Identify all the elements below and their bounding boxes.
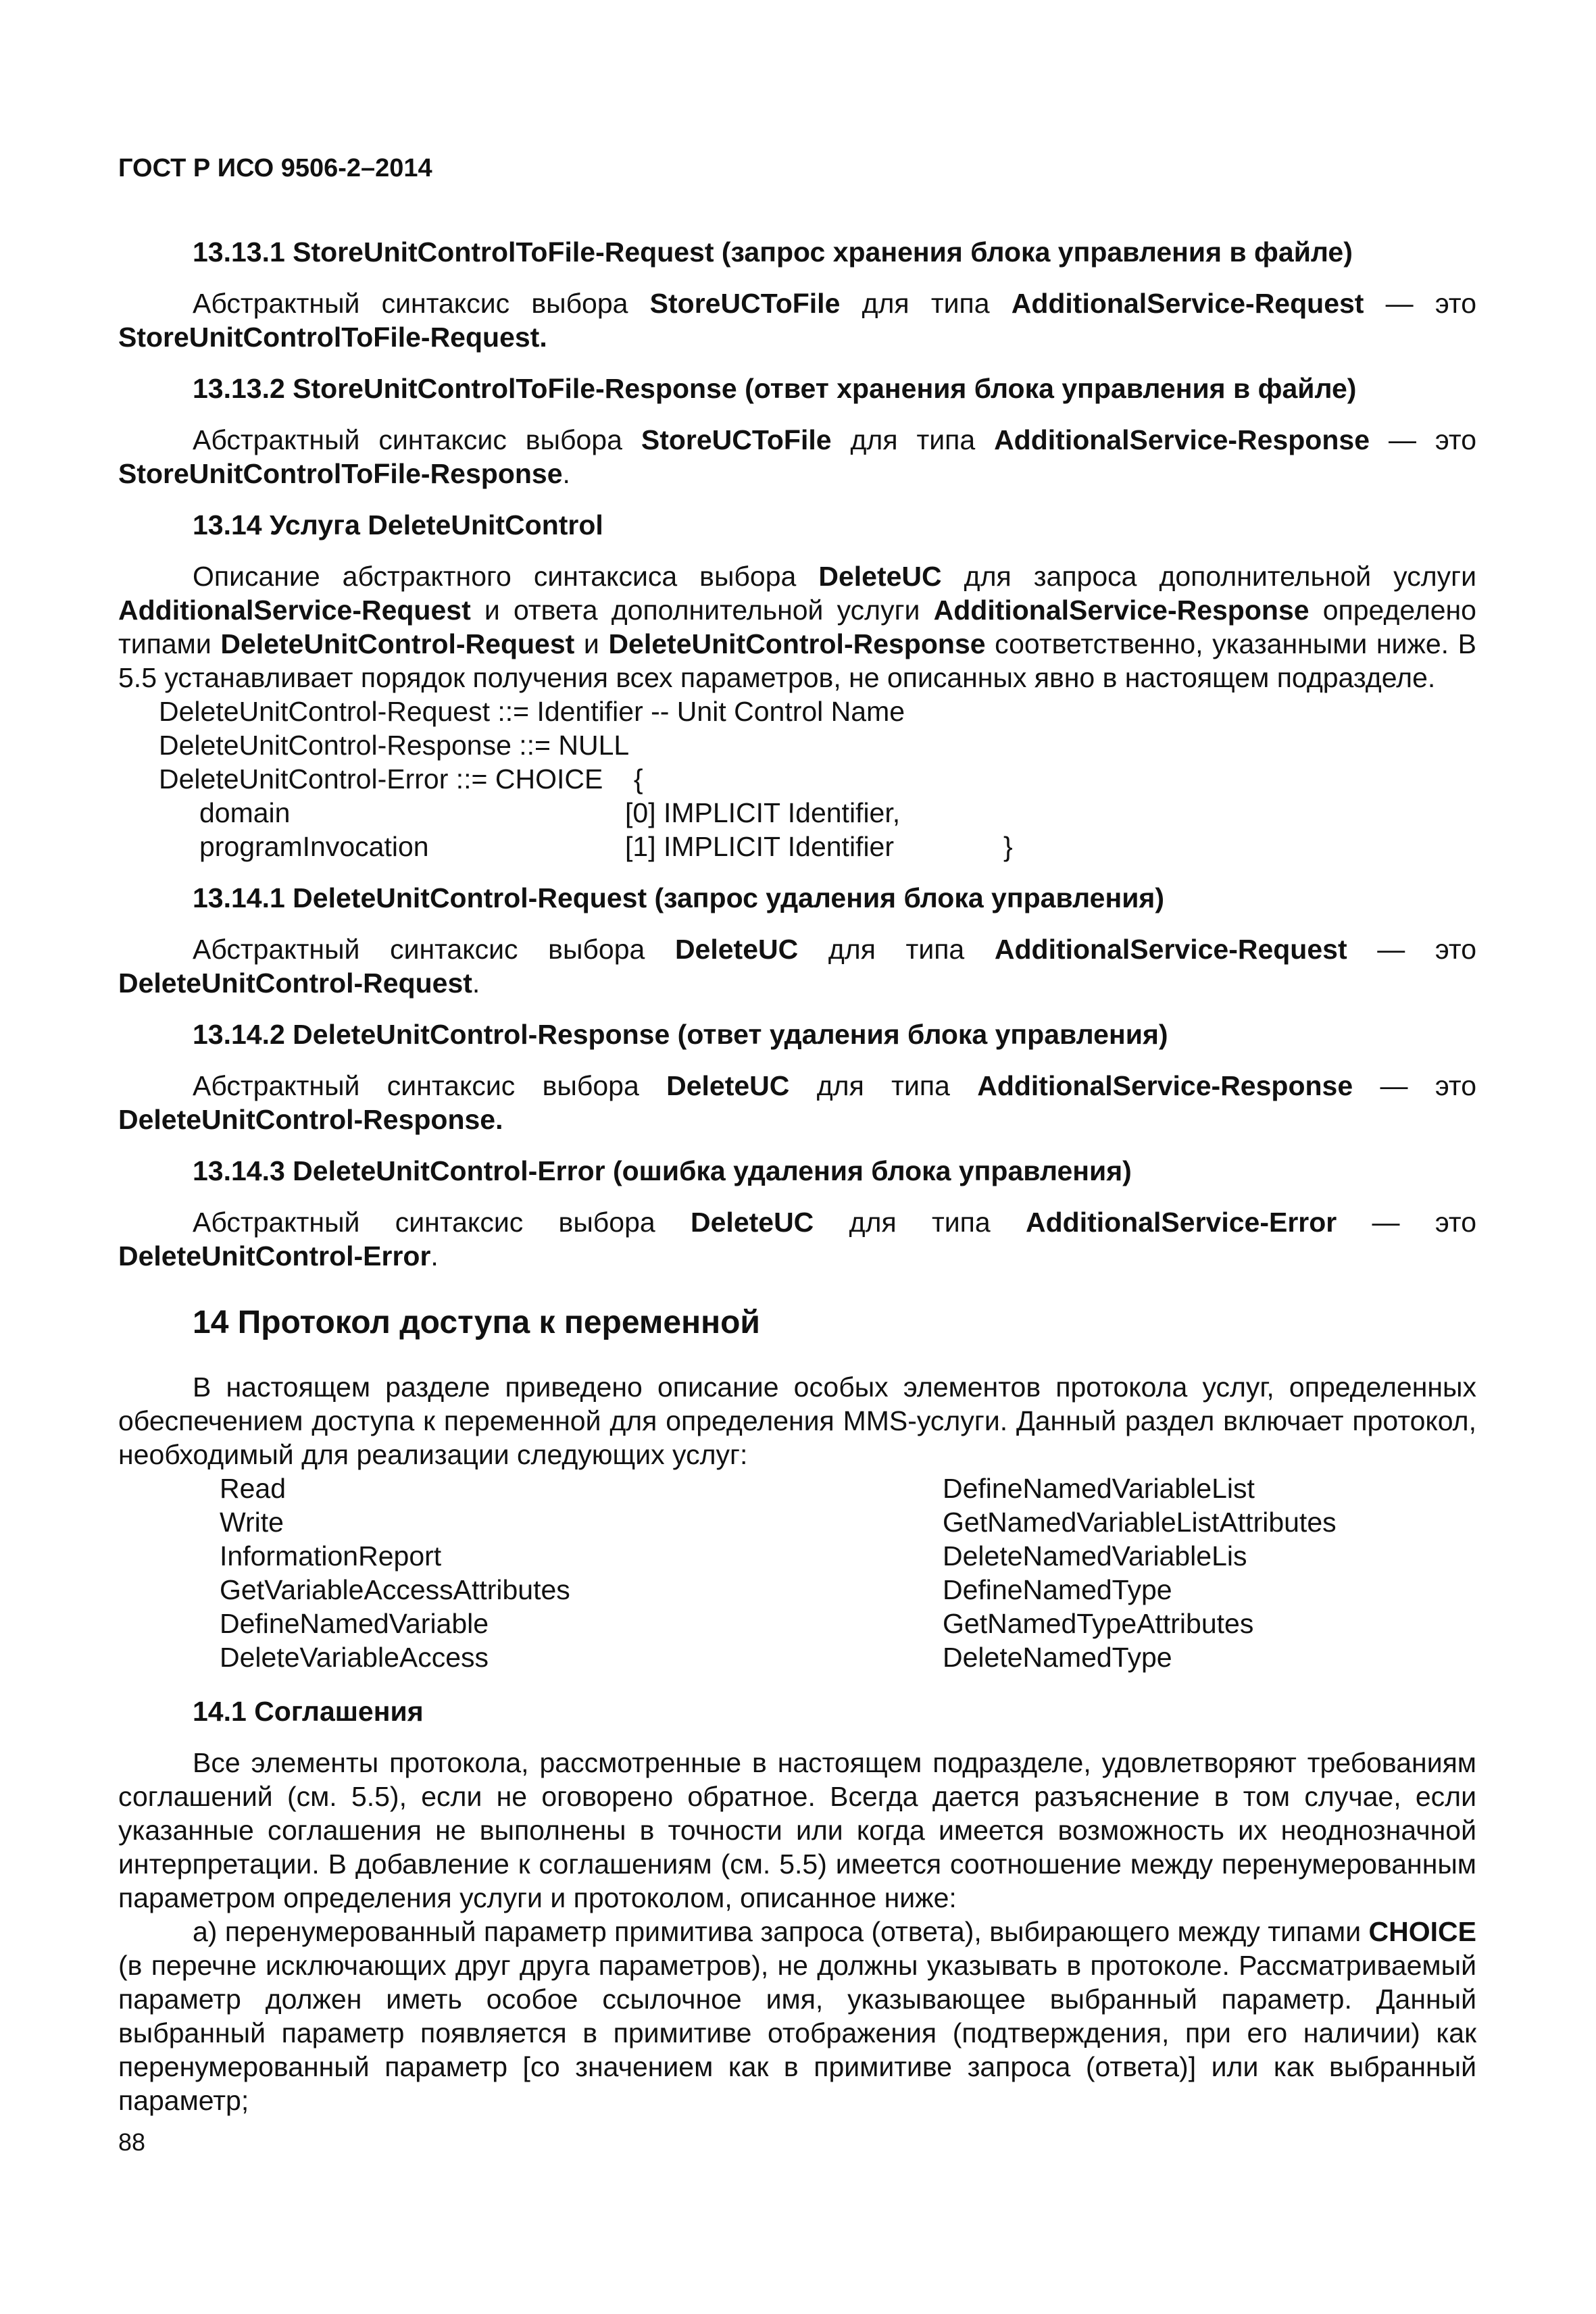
term: StoreUCToFile — [641, 424, 832, 455]
service-item: GetNamedVariableListAttributes — [943, 1507, 1337, 1538]
service-item: DeleteVariableAccess — [220, 1642, 489, 1673]
term: AdditionalService-Request — [1011, 288, 1364, 319]
term: DeleteUC — [818, 561, 942, 592]
text: для типа — [831, 424, 995, 455]
section-text-13-14-2 — [118, 1069, 1476, 1136]
text: Абстрактный синтаксис выбора — [193, 1207, 691, 1238]
asn-item-type: [1] IMPLICIT Identifier — [625, 831, 895, 862]
text: Абстрактный синтаксис выбора — [193, 1070, 667, 1101]
text: Абстрактный синтаксис выбора — [193, 934, 675, 965]
text: — это — [1364, 288, 1476, 319]
service-item: DeleteNamedType — [943, 1642, 1172, 1673]
text: Абстрактный синтаксис выбора — [193, 424, 641, 455]
text: Абстрактный синтаксис выбора — [193, 288, 650, 319]
section-text-13-14 — [118, 559, 1476, 695]
services-list — [118, 1472, 1476, 1674]
text: — это — [1353, 1070, 1477, 1101]
section-heading-13-14: 13.14 Услуга DeleteUnitControl — [193, 509, 603, 540]
section-heading-13-13-2: 13.13.2 StoreUnitControlToFile-Response (ответ хранения блока управления в файле) — [193, 373, 1357, 404]
text: . — [472, 967, 480, 999]
term: StoreUnitControlToFile-Request. — [118, 322, 547, 353]
text: — это — [1347, 934, 1477, 965]
term: AdditionalService-Error — [1026, 1207, 1337, 1238]
text: для запроса дополнительной услуги — [941, 561, 1476, 592]
term: StoreUnitControlToFile-Response — [118, 458, 563, 489]
service-item: GetVariableAccessAttributes — [220, 1574, 570, 1605]
text: для типа — [840, 288, 1012, 319]
section-heading-14: 14 Протокол доступа к переменной — [193, 1305, 760, 1340]
service-item: DefineNamedType — [943, 1574, 1172, 1605]
service-item: DefineNamedVariableList — [943, 1473, 1255, 1504]
term: CHOICE — [1368, 1916, 1476, 1947]
term: DeleteUC — [691, 1207, 814, 1238]
term: DeleteUC — [666, 1070, 790, 1101]
services-column-right — [943, 1472, 1337, 1674]
section-text-13-14-1 — [118, 932, 1476, 1000]
term: AdditionalService-Request — [118, 595, 471, 626]
text: определено типами — [118, 595, 1476, 659]
text: а) перенумерованный параметр примитива запроса (ответа), выбирающего между типами — [193, 1916, 1369, 1947]
term: DeleteUC — [674, 934, 799, 965]
page-content — [118, 235, 1476, 2117]
term: DeleteUnitControl-Response. — [118, 1104, 503, 1135]
section-text-14-1: Все элементы протокола, рассмотренные в настоящем подразделе, удовлетворяют требованиям соглашений (см. 5.5), если не оговорено обратное. Всегда дается разъяснение в том случае, если указанные соглашения не выполнены в точности или когда имеется возможность их неоднозначной интерпретации. В добавление к соглашениям (см. 5.5) имеется соотношение между перенумерованным параметром определения услуги и протоколом, описанное ниже: — [118, 1747, 1476, 1913]
text: Описание абстрактного синтаксиса выбора — [193, 561, 819, 592]
service-item: GetNamedTypeAttributes — [943, 1608, 1254, 1639]
service-item: InformationReport — [220, 1540, 442, 1571]
term: DeleteUnitControl-Error — [118, 1240, 431, 1272]
section-intro-14: В настоящем разделе приведено описание особых элементов протокола услуг, определенных обеспечением доступа к переменной для определения MMS-услуги. Данный раздел включает протокол, необходимый для реализации следующих услуг: — [118, 1372, 1476, 1470]
asn-choice-item — [118, 830, 1476, 863]
standard-header: ГОСТ Р ИСО 9506-2–2014 — [118, 154, 432, 182]
section-text-13-14-3 — [118, 1205, 1476, 1273]
text: (в перечне исключающих друг друга параметров), не должны указывать в протоколе. Рассматриваемый параметр должен иметь особое ссылочное имя, указывающее выбранный параметр. Данный выбранный параметр появляется в примитиве отображения (подтверждения, при его наличии) как перенумерованный параметр [со значением как в примитиве запроса (ответа)] или как выбранный параметр; — [118, 1950, 1476, 2116]
text: для типа — [814, 1207, 1026, 1238]
asn-item-name: domain — [199, 797, 291, 828]
text: для типа — [789, 1070, 978, 1101]
asn-definition-block — [118, 695, 1476, 863]
service-item: DefineNamedVariable — [220, 1608, 489, 1639]
term: DeleteUnitControl-Response — [608, 628, 986, 659]
term: AdditionalService-Request — [994, 934, 1347, 965]
section-heading-13-14-1: 13.14.1 DeleteUnitControl-Request (запрос удаления блока управления) — [193, 882, 1164, 913]
services-column-left — [118, 1472, 943, 1674]
text: и — [574, 628, 609, 659]
page-number: 88 — [118, 2128, 146, 2156]
service-item: Read — [220, 1473, 286, 1504]
asn-line: DeleteUnitControl-Error ::= CHOICE { — [159, 763, 643, 795]
section-text-13-13-2 — [118, 423, 1476, 491]
section-text-13-13-1 — [118, 286, 1476, 354]
asn-item-name: programInvocation — [199, 831, 429, 862]
text: — это — [1337, 1207, 1477, 1238]
section-heading-13-13-1: 13.13.1 StoreUnitControlToFile-Request (запрос хранения блока управления в файле) — [193, 236, 1353, 268]
section-heading-14-1: 14.1 Соглашения — [193, 1696, 424, 1727]
asn-line: DeleteUnitControl-Response ::= NULL — [159, 730, 630, 761]
asn-choice-item — [118, 796, 1476, 830]
section-heading-13-14-3: 13.14.3 DeleteUnitControl-Error (ошибка удаления блока управления) — [193, 1155, 1132, 1186]
asn-line: DeleteUnitControl-Request ::= Identifier -- Unit Control Name — [159, 696, 905, 727]
asn-item-type: [0] IMPLICIT Identifier, — [625, 797, 901, 828]
text: . — [430, 1240, 439, 1272]
asn-close-brace: } — [1003, 831, 1013, 862]
section-heading-13-14-2: 13.14.2 DeleteUnitControl-Response (ответ удаления блока управления) — [193, 1019, 1168, 1050]
service-item: DeleteNamedVariableLis — [943, 1540, 1247, 1571]
list-item-a — [118, 1915, 1476, 2117]
text: и ответа дополнительной услуги — [470, 595, 934, 626]
text: . — [562, 458, 570, 489]
term: AdditionalService-Response — [933, 595, 1310, 626]
term: AdditionalService-Response — [977, 1070, 1353, 1101]
service-item: Write — [220, 1507, 284, 1538]
text: соответственно, указанными ниже. В 5.5 устанавливает порядок получения всех параметров, не описанных явно в настоящем подразделе. — [118, 628, 1477, 693]
term: StoreUCToFile — [649, 288, 841, 319]
term: AdditionalService-Response — [994, 424, 1370, 455]
term: DeleteUnitControl-Request — [220, 628, 575, 659]
term: DeleteUnitControl-Request — [118, 967, 472, 999]
text: — это — [1370, 424, 1477, 455]
text: для типа — [798, 934, 995, 965]
